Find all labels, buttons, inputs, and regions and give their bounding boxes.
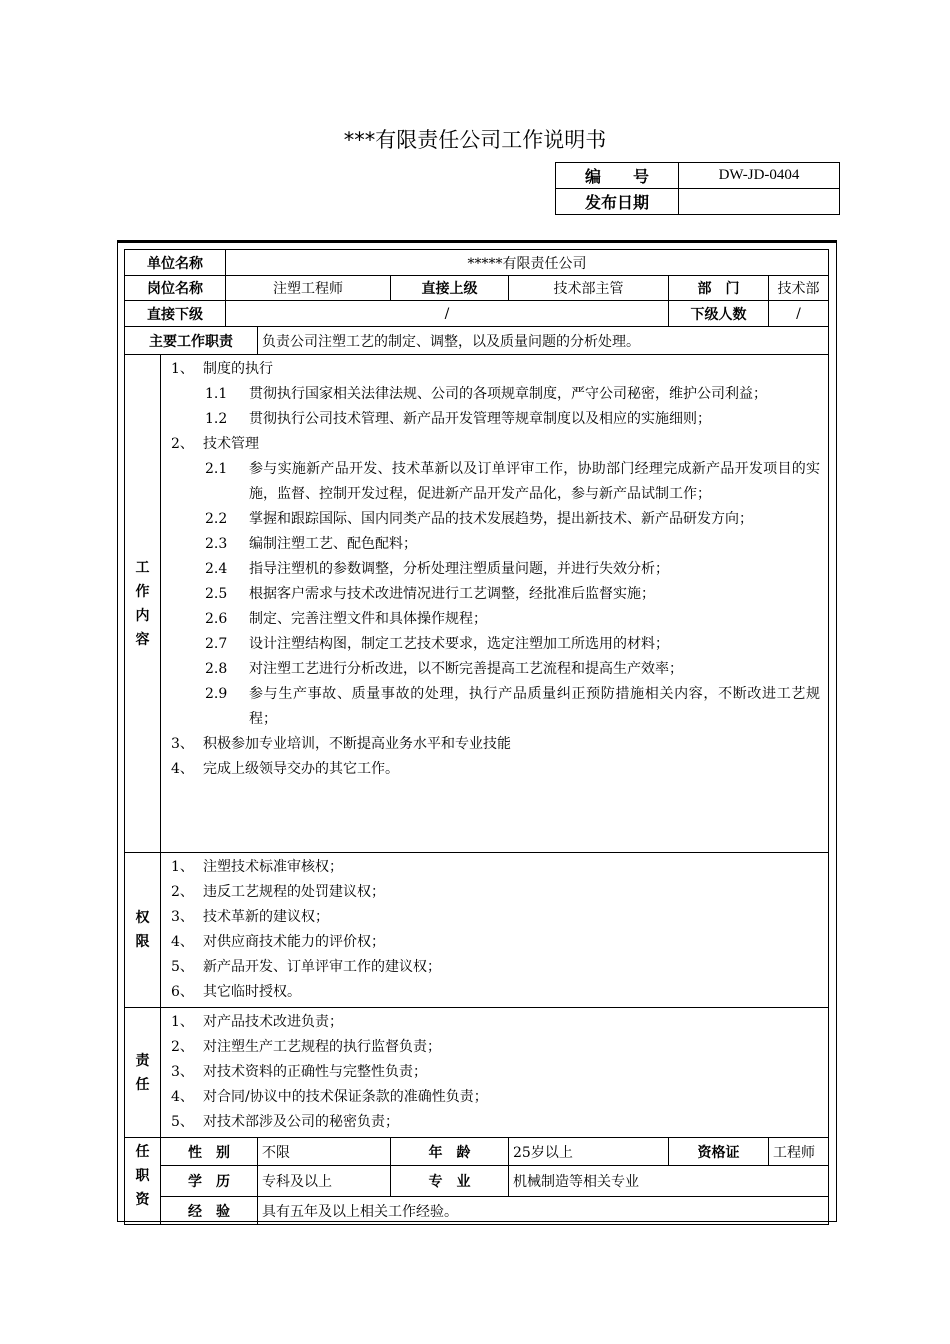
work-content-list	[161, 355, 829, 853]
list-item-text: 根据客户需求与技术改进情况进行工艺调整，经批准后监督实施；	[249, 586, 655, 602]
list-item	[171, 657, 820, 682]
list-item-number: 2.6	[205, 611, 228, 627]
direct-superior-label: 直接上级	[391, 276, 509, 301]
list-item	[171, 732, 820, 757]
qualification-label	[125, 1138, 161, 1225]
direct-subordinate-value: /	[226, 301, 669, 327]
list-item	[171, 682, 820, 732]
list-item-text: 参与生产事故、质量事故的处理，执行产品质量纠正预防措施相关内容，不断改进工艺规程；	[249, 686, 821, 727]
list-item	[171, 1010, 820, 1035]
main-duty-label: 主要工作职责	[125, 327, 258, 355]
certificate-label: 资格证	[669, 1138, 769, 1166]
list-item-text: 制度的执行	[203, 361, 273, 377]
document-number-label: 编 号	[556, 163, 679, 189]
list-item	[171, 757, 820, 782]
post-name-label: 岗位名称	[125, 276, 226, 301]
education-label: 学 历	[161, 1166, 258, 1197]
job-description-table	[124, 249, 829, 1225]
list-item-text: 对注塑生产工艺规程的执行监督负责；	[203, 1039, 441, 1055]
list-item-number: 3、	[171, 736, 194, 752]
document-number-value: DW-JD-0404	[679, 163, 840, 189]
list-item-text: 指导注塑机的参数调整，分析处理注塑质量问题，并进行失效分析；	[249, 561, 669, 577]
list-item-text: 对供应商技术能力的评价权；	[203, 934, 385, 950]
document-title: ***有限责任公司工作说明书	[343, 128, 607, 152]
certificate-value: 工程师	[769, 1138, 829, 1166]
list-item-number: 1.1	[205, 386, 228, 402]
main-duty-value: 负责公司注塑工艺的制定、调整，以及质量问题的分析处理。	[258, 327, 829, 355]
list-item-text: 对注塑工艺进行分析改进，以不断完善提高工艺流程和提高生产效率；	[249, 661, 683, 677]
list-item	[171, 930, 820, 955]
list-item-number: 5、	[171, 959, 194, 975]
list-item-number: 1、	[171, 1014, 194, 1030]
subordinate-count-value: /	[769, 301, 829, 327]
list-item-text: 制定、完善注塑文件和具体操作规程；	[249, 611, 487, 627]
list-item-text: 设计注塑结构图，制定工艺技术要求，选定注塑加工所选用的材料；	[249, 636, 669, 652]
list-item-text: 违反工艺规程的处罚建议权；	[203, 884, 385, 900]
list-item	[171, 357, 820, 382]
list-item	[171, 607, 820, 632]
list-item-number: 2.9	[205, 686, 228, 702]
list-item	[171, 1060, 820, 1085]
authority-list	[161, 853, 829, 1008]
list-item-number: 5、	[171, 1114, 194, 1130]
list-item-number: 2、	[171, 884, 194, 900]
unit-name-value: *****有限责任公司	[226, 250, 829, 276]
list-item	[171, 407, 820, 432]
list-item	[171, 557, 820, 582]
qualification-label-text: 任 职 资	[135, 1144, 150, 1208]
gender-label: 性 别	[161, 1138, 258, 1166]
list-item-text: 掌握和跟踪国际、国内同类产品的技术发展趋势，提出新技术、新产品研发方向；	[249, 511, 753, 527]
list-item-number: 2.3	[205, 536, 228, 552]
list-item	[171, 980, 820, 1005]
list-item-number: 2、	[171, 436, 194, 452]
list-item-number: 2、	[171, 1039, 194, 1055]
list-item	[171, 955, 820, 980]
list-item-number: 3、	[171, 1064, 194, 1080]
list-item-number: 2.1	[205, 461, 228, 477]
job-description-form	[117, 240, 837, 1222]
list-item	[171, 382, 820, 407]
list-item-text: 编制注塑工艺、配色配料；	[249, 536, 417, 552]
list-item-text: 参与实施新产品开发、技术革新以及订单评审工作，协助部门经理完成新产品开发项目的实施，监督、控制开发过程，促进新产品开发产品化，参与新产品试制工作；	[249, 461, 821, 502]
list-item-text: 完成上级领导交办的其它工作。	[203, 761, 399, 777]
authority-label	[125, 853, 161, 1008]
list-item-text: 对技术资料的正确性与完整性负责；	[203, 1064, 427, 1080]
direct-superior-value: 技术部主管	[509, 276, 669, 301]
list-item-number: 4、	[171, 761, 194, 777]
work-content-label-text: 工 作 内 容	[135, 559, 150, 648]
experience-value: 具有五年及以上相关工作经验。	[258, 1197, 829, 1225]
list-item-text: 技术革新的建议权；	[203, 909, 329, 925]
list-item-number: 2.4	[205, 561, 228, 577]
list-item	[171, 880, 820, 905]
gender-value: 不限	[258, 1138, 391, 1166]
authority-label-text: 权 限	[135, 910, 150, 950]
list-item-number: 2.2	[205, 511, 228, 527]
list-item-text: 技术管理	[203, 436, 259, 452]
major-value: 机械制造等相关专业	[509, 1166, 829, 1197]
responsibility-list	[161, 1008, 829, 1138]
post-name-value: 注塑工程师	[226, 276, 391, 301]
document-info-table	[555, 162, 840, 215]
list-item	[171, 432, 820, 457]
list-item-number: 3、	[171, 909, 194, 925]
list-item-number: 1、	[171, 361, 194, 377]
list-item-text: 对技术部涉及公司的秘密负责；	[203, 1114, 399, 1130]
list-item-number: 4、	[171, 1089, 194, 1105]
list-item-number: 2.7	[205, 636, 228, 652]
list-item-text: 对合同/协议中的技术保证条款的准确性负责；	[203, 1089, 488, 1105]
release-date-value	[679, 189, 840, 215]
list-item-number: 1、	[171, 859, 194, 875]
list-item	[171, 457, 820, 507]
experience-label: 经 验	[161, 1197, 258, 1225]
list-item	[171, 532, 820, 557]
list-item-text: 积极参加专业培训，不断提高业务水平和专业技能	[203, 736, 511, 752]
responsibility-label-text: 责 任	[135, 1052, 150, 1093]
list-item-text: 贯彻执行公司技术管理、新产品开发管理等规章制度以及相应的实施细则；	[249, 411, 711, 427]
work-content-label	[125, 355, 161, 853]
age-label: 年 龄	[391, 1138, 509, 1166]
department-value: 技术部	[769, 276, 829, 301]
list-item	[171, 1110, 820, 1135]
unit-name-label: 单位名称	[125, 250, 226, 276]
list-item	[171, 905, 820, 930]
list-item-number: 6、	[171, 984, 194, 1000]
department-label: 部 门	[669, 276, 769, 301]
direct-subordinate-label: 直接下级	[125, 301, 226, 327]
subordinate-count-label: 下级人数	[669, 301, 769, 327]
responsibility-label	[125, 1008, 161, 1138]
age-value: 25岁以上	[509, 1138, 669, 1166]
list-item-text: 注塑技术标准审核权；	[203, 859, 343, 875]
list-item	[171, 582, 820, 607]
list-item	[171, 507, 820, 532]
education-value: 专科及以上	[258, 1166, 391, 1197]
list-item-text: 新产品开发、订单评审工作的建议权；	[203, 959, 441, 975]
list-item	[171, 1085, 820, 1110]
major-label: 专 业	[391, 1166, 509, 1197]
list-item	[171, 855, 820, 880]
list-item-number: 2.8	[205, 661, 228, 677]
list-item-text: 贯彻执行国家相关法律法规、公司的各项规章制度，严守公司秘密，维护公司利益；	[249, 386, 767, 402]
list-item-number: 2.5	[205, 586, 228, 602]
list-item-number: 4、	[171, 934, 194, 950]
list-item	[171, 1035, 820, 1060]
release-date-label: 发布日期	[556, 189, 679, 215]
list-item	[171, 632, 820, 657]
list-item-number: 1.2	[205, 411, 228, 427]
list-item-text: 其它临时授权。	[203, 984, 301, 1000]
list-item-text: 对产品技术改进负责；	[203, 1014, 343, 1030]
